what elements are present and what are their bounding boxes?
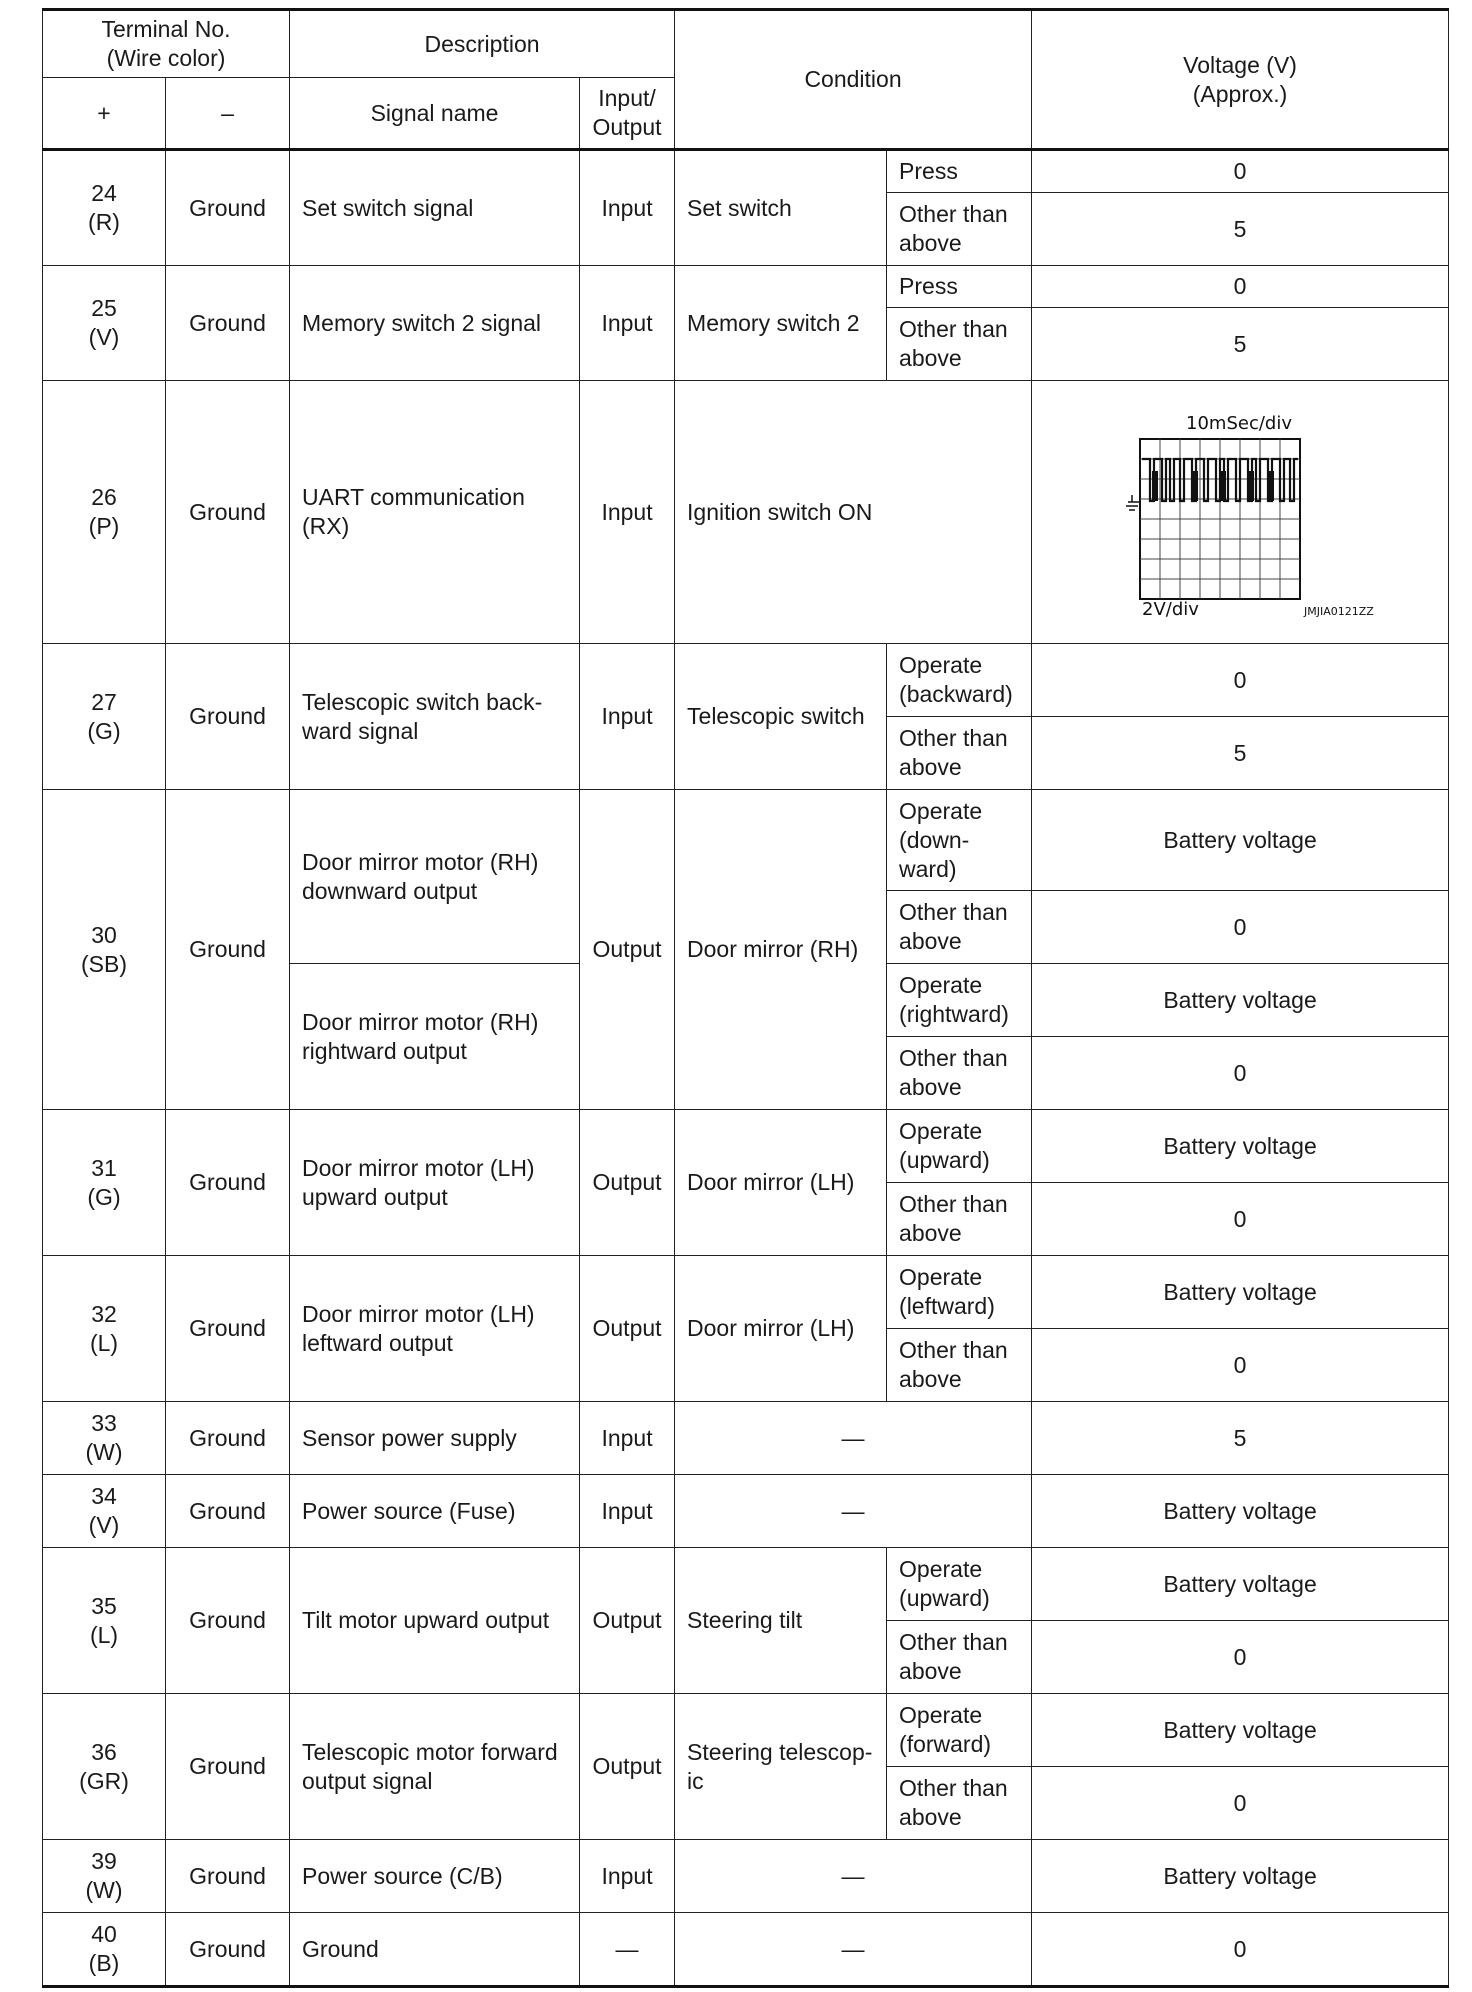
ground-terminal: Ground <box>166 266 290 381</box>
condition-state: Other than above <box>887 1621 1032 1694</box>
voltage-value: 0 <box>1032 1183 1449 1256</box>
condition: Ignition switch ON <box>675 381 1032 644</box>
condition-state: Operate (forward) <box>887 1694 1032 1767</box>
header-plus: + <box>43 78 166 150</box>
input-output: Input <box>580 1475 675 1548</box>
header-signal-name: Signal name <box>290 78 580 150</box>
voltage-value: 0 <box>1032 1329 1449 1402</box>
input-output: Output <box>580 1548 675 1694</box>
terminal-number: 34 (V) <box>43 1475 166 1548</box>
input-output: Input <box>580 266 675 381</box>
voltage-value: 5 <box>1032 717 1449 790</box>
ground-terminal: Ground <box>166 1548 290 1694</box>
condition: Steering tilt <box>675 1548 887 1694</box>
header-condition: Condition <box>675 10 1032 150</box>
signal-name: Memory switch 2 signal <box>290 266 580 381</box>
condition-state: Operate (upward) <box>887 1110 1032 1183</box>
ground-terminal: Ground <box>166 1256 290 1402</box>
signal-name: Power source (Fuse) <box>290 1475 580 1548</box>
volt-div-label: 2V/div <box>1142 599 1199 617</box>
condition-state: Other than above <box>887 193 1032 266</box>
terminal-number: 35 (L) <box>43 1548 166 1694</box>
condition: — <box>675 1913 1032 1987</box>
terminal-number: 27 (G) <box>43 644 166 790</box>
terminal-voltage-table <box>42 8 1449 1988</box>
input-output: Input <box>580 1840 675 1913</box>
condition-state: Other than above <box>887 717 1032 790</box>
header-minus: – <box>166 78 290 150</box>
condition-state: Operate (upward) <box>887 1548 1032 1621</box>
terminal-number: 40 (B) <box>43 1913 166 1987</box>
signal-name: Telescopic switch back- ward signal <box>290 644 580 790</box>
condition: Steering telescop- ic <box>675 1694 887 1840</box>
voltage-value: Battery voltage <box>1032 1475 1449 1548</box>
condition-state: Operate (down- ward) <box>887 790 1032 891</box>
condition: — <box>675 1475 1032 1548</box>
terminal-number: 32 (L) <box>43 1256 166 1402</box>
terminal-number: 33 (W) <box>43 1402 166 1475</box>
terminal-number: 36 (GR) <box>43 1694 166 1840</box>
voltage-value: Battery voltage <box>1032 1694 1449 1767</box>
terminal-number: 26 (P) <box>43 381 166 644</box>
voltage-value: Battery voltage <box>1032 1548 1449 1621</box>
condition-state: Other than above <box>887 1767 1032 1840</box>
input-output: Input <box>580 381 675 644</box>
terminal-number: 31 (G) <box>43 1110 166 1256</box>
table-row <box>43 1548 1449 1621</box>
voltage-value: Battery voltage <box>1032 1840 1449 1913</box>
condition-state: Operate (leftward) <box>887 1256 1032 1329</box>
table-row <box>43 266 1449 308</box>
ground-terminal: Ground <box>166 1913 290 1987</box>
table-row <box>43 381 1449 644</box>
terminal-number: 25 (V) <box>43 266 166 381</box>
signal-name: Door mirror motor (RH) downward output <box>290 790 580 964</box>
voltage-value: 0 <box>1032 150 1449 193</box>
table-row <box>43 790 1449 891</box>
condition-state: Press <box>887 150 1032 193</box>
condition-state: Press <box>887 266 1032 308</box>
signal-name: Telescopic motor forward output signal <box>290 1694 580 1840</box>
terminal-number: 30 (SB) <box>43 790 166 1110</box>
condition: Set switch <box>675 150 887 266</box>
oscilloscope-waveform <box>1090 407 1390 617</box>
signal-name: Door mirror motor (RH) rightward output <box>290 964 580 1110</box>
table-row <box>43 1475 1449 1548</box>
voltage-value: 5 <box>1032 1402 1449 1475</box>
time-div-label: 10mSec/div <box>1186 413 1293 434</box>
ground-terminal: Ground <box>166 381 290 644</box>
condition-state: Other than above <box>887 1329 1032 1402</box>
voltage-value: Battery voltage <box>1032 1256 1449 1329</box>
voltage-value: 5 <box>1032 193 1449 266</box>
input-output: — <box>580 1913 675 1987</box>
voltage-value: 0 <box>1032 1913 1449 1987</box>
ground-reference-icon <box>1126 495 1140 510</box>
condition: Memory switch 2 <box>675 266 887 381</box>
ground-terminal: Ground <box>166 1402 290 1475</box>
condition: Door mirror (RH) <box>675 790 887 1110</box>
signal-name: Sensor power supply <box>290 1402 580 1475</box>
table-row <box>43 1840 1449 1913</box>
input-output: Output <box>580 1110 675 1256</box>
condition-state: Operate (backward) <box>887 644 1032 717</box>
ground-terminal: Ground <box>166 790 290 1110</box>
header-input-output: Input/ Output <box>580 78 675 150</box>
voltage-value: Battery voltage <box>1032 964 1449 1037</box>
voltage-value: 0 <box>1032 891 1449 964</box>
voltage-value: 0 <box>1032 1037 1449 1110</box>
terminal-number: 39 (W) <box>43 1840 166 1913</box>
condition: — <box>675 1840 1032 1913</box>
signal-name: UART communication (RX) <box>290 381 580 644</box>
ground-terminal: Ground <box>166 644 290 790</box>
header-terminal: Terminal No. (Wire color) <box>43 10 290 78</box>
input-output: Input <box>580 150 675 266</box>
table-row <box>43 644 1449 717</box>
condition: Telescopic switch <box>675 644 887 790</box>
ground-terminal: Ground <box>166 1694 290 1840</box>
ground-terminal: Ground <box>166 1840 290 1913</box>
voltage-value: 0 <box>1032 644 1449 717</box>
input-output: Input <box>580 644 675 790</box>
table-row <box>43 1913 1449 1987</box>
condition: Door mirror (LH) <box>675 1110 887 1256</box>
ground-terminal: Ground <box>166 1110 290 1256</box>
waveform-cell <box>1032 381 1449 644</box>
header-voltage: Voltage (V) (Approx.) <box>1032 10 1449 150</box>
condition-state: Other than above <box>887 1183 1032 1256</box>
voltage-value: 0 <box>1032 1621 1449 1694</box>
input-output: Output <box>580 1694 675 1840</box>
terminal-number: 24 (R) <box>43 150 166 266</box>
voltage-value: 0 <box>1032 1767 1449 1840</box>
condition: — <box>675 1402 1032 1475</box>
table-row <box>43 1694 1449 1767</box>
table-row <box>43 1110 1449 1183</box>
condition-state: Other than above <box>887 1037 1032 1110</box>
signal-name: Door mirror motor (LH) upward output <box>290 1110 580 1256</box>
ground-terminal: Ground <box>166 1475 290 1548</box>
condition: Door mirror (LH) <box>675 1256 887 1402</box>
condition-state: Operate (rightward) <box>887 964 1032 1037</box>
voltage-value: 0 <box>1032 266 1449 308</box>
table-row <box>43 1402 1449 1475</box>
figure-code: JMJIA0121ZZ <box>1304 605 1374 617</box>
table-row <box>43 1256 1449 1329</box>
condition-state: Other than above <box>887 308 1032 381</box>
voltage-value: Battery voltage <box>1032 790 1449 891</box>
signal-name: Ground <box>290 1913 580 1987</box>
header-description: Description <box>290 10 675 78</box>
condition-state: Other than above <box>887 891 1032 964</box>
ground-terminal: Ground <box>166 150 290 266</box>
signal-name: Set switch signal <box>290 150 580 266</box>
input-output: Output <box>580 790 675 1110</box>
voltage-value: 5 <box>1032 308 1449 381</box>
input-output: Output <box>580 1256 675 1402</box>
input-output: Input <box>580 1402 675 1475</box>
table-row <box>43 150 1449 193</box>
voltage-value: Battery voltage <box>1032 1110 1449 1183</box>
signal-name: Tilt motor upward output <box>290 1548 580 1694</box>
signal-name: Power source (C/B) <box>290 1840 580 1913</box>
signal-name: Door mirror motor (LH) leftward output <box>290 1256 580 1402</box>
